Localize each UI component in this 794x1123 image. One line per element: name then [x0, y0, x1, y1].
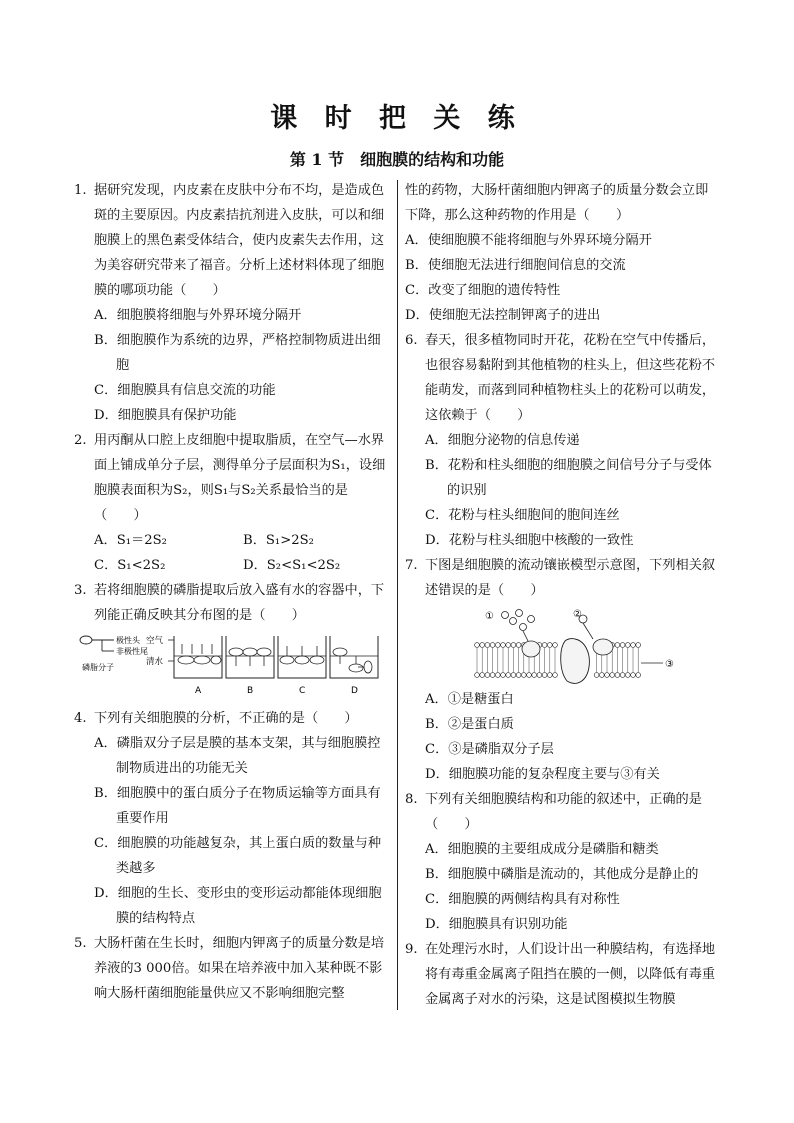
option-b: B．②是蛋白质 [425, 717, 514, 732]
option-d: D．细胞膜具有保护功能 [94, 408, 237, 423]
phospholipid-figure [74, 634, 392, 698]
right-column [405, 178, 721, 1012]
phospholipid-head [506, 643, 511, 648]
phospholipid-head [521, 673, 526, 678]
question-6 [405, 328, 721, 553]
option-c: C．细胞膜的功能越复杂，其上蛋白质的数量与种类越多 [94, 836, 382, 876]
container-b [226, 636, 274, 678]
phospholipid-head [480, 643, 485, 648]
phospholipid-head [625, 673, 630, 678]
question-number: 1. [74, 183, 87, 198]
question-stem: 若将细胞膜的磷脂提取后放入盛有水的容器中，下列能正确反映其分布图的是（ ） [94, 583, 385, 623]
phospholipid-head [501, 673, 506, 678]
option-c: C．花粉与柱头细胞间的胞间连丝 [425, 508, 620, 523]
option-b: B．使细胞无法进行细胞间信息的交流 [405, 258, 626, 273]
phospholipid-head [501, 643, 506, 648]
legend-polar-head: 极性头 [116, 636, 140, 645]
phospholipid-head [610, 673, 615, 678]
left-column [74, 178, 392, 1006]
marker-3: ③ [665, 659, 674, 670]
legend-nonpolar-tail: 非极性尾 [116, 647, 148, 656]
option-a: A．①是糖蛋白 [425, 692, 514, 707]
phospholipid-head [516, 643, 521, 648]
phospholipid-head [490, 643, 495, 648]
phospholipid-head [537, 673, 542, 678]
phospholipid-head [605, 673, 610, 678]
phospholipid-head [636, 643, 641, 648]
phospholipid-head [620, 673, 625, 678]
option-a: A．细胞膜将细胞与外界环境分隔开 [94, 308, 302, 323]
option-c: C．改变了细胞的遗传特性 [405, 283, 561, 298]
marker-2: ② [573, 609, 582, 620]
question-number: 8. [405, 792, 418, 807]
phospholipid-head [475, 673, 480, 678]
question-2 [74, 428, 392, 578]
phospholipid-head [495, 673, 500, 678]
phospholipid-head [615, 673, 620, 678]
option-b: B．花粉和柱头细胞的细胞膜之间信号分子与受体的识别 [425, 458, 712, 498]
option-a: A．S₁＝2S₂ [94, 533, 167, 548]
page-title: 课 时 把 关 练 [270, 103, 524, 134]
option-a: A．细胞分泌物的信息传递 [425, 433, 580, 448]
option-a: A．磷脂双分子层是膜的基本支架，其与细胞膜控制物质进出的功能无关 [94, 736, 381, 776]
option-d: D．使细胞无法控制钾离子的进出 [405, 308, 601, 323]
question-1 [74, 178, 392, 428]
phospholipid-head [553, 673, 558, 678]
option-d: D．细胞膜具有识别功能 [425, 917, 568, 932]
phospholipid-head [506, 673, 511, 678]
phospholipid-diagram [74, 634, 392, 698]
question-stem: 下列有关细胞膜的分析，不正确的是（ ） [94, 711, 358, 726]
option-d: D．细胞膜功能的复杂程度主要与③有关 [425, 767, 660, 782]
question-stem: 春天，很多植物同时开花，花粉在空气中传播后，也很容易黏附到其他植物的柱头上，但这些花粉不能萌发，而落到同种植物柱头上的花粉可以萌发，这依赖于（ ） [425, 333, 716, 423]
question-number: 5. [74, 936, 87, 951]
phospholipid-head [594, 673, 599, 678]
phospholipid-head [615, 643, 620, 648]
phospholipid-head [553, 643, 558, 648]
label-c: C [299, 686, 306, 696]
phospholipid-head [625, 643, 630, 648]
option-c: C．S₁<2S₂ [94, 558, 166, 573]
question-stem-continued: 性的药物，大肠杆菌细胞内钾离子的质量分数会立即下降，那么这种药物的作用是（ ） [405, 183, 709, 223]
phospholipid-head [485, 643, 490, 648]
phospholipid-head [547, 643, 552, 648]
phospholipid-head [475, 643, 480, 648]
glycoprotein [502, 610, 541, 658]
column-divider [397, 180, 398, 1010]
phospholipid-head [542, 643, 547, 648]
phospholipid-head [490, 673, 495, 678]
question-number: 4. [74, 711, 87, 726]
container-d [330, 636, 378, 678]
label-a: A [195, 686, 202, 696]
option-c: C．细胞膜的两侧结构具有对称性 [425, 892, 620, 907]
phospholipid-head [480, 673, 485, 678]
question-number: 7. [405, 558, 418, 573]
question-stem: 下列有关细胞膜结构和功能的叙述中，正确的是（ ） [425, 792, 702, 832]
question-number: 3. [74, 583, 87, 598]
phospholipid-head [631, 673, 636, 678]
phospholipid-bilayer [475, 643, 641, 678]
phospholipid-head [527, 673, 532, 678]
label-b: B [247, 686, 254, 696]
question-stem: 据研究发现，内皮素在皮肤中分布不均，是造成色斑的主要原因。内皮素拮抗剂进入皮肤，可以和细胞膜上的黑色素受体结合，使内皮素失去作用，这为美容研究带来了福音。分析上述材料体现了细胞膜的哪项功能（ ） [94, 183, 385, 298]
option-a: A．使细胞膜不能将细胞与外界环境分隔开 [405, 233, 652, 248]
question-number: 6. [405, 333, 418, 348]
question-5-continued [405, 178, 721, 328]
section-subtitle: 第 1 节 细胞膜的结构和功能 [289, 150, 505, 169]
question-5 [74, 931, 392, 1006]
question-stem: 在处理污水时，人们设计出一种膜结构，有选择地将有毒重金属离子阻挡在膜的一侧，以降低有毒重金属离子对水的污染，这是试图模拟生物膜 [425, 942, 716, 1007]
phospholipid-head [511, 643, 516, 648]
phospholipid-head [631, 643, 636, 648]
question-4 [74, 706, 392, 931]
option-d: D．花粉与柱头细胞中核酸的一致性 [425, 533, 634, 548]
phospholipid-head [511, 673, 516, 678]
option-b: B．细胞膜中的蛋白质分子在物质运输等方面具有重要作用 [94, 786, 381, 826]
phospholipid-head [485, 673, 490, 678]
question-number: 9. [405, 942, 418, 957]
option-b: B．S₁>2S₂ [243, 533, 314, 548]
phospholipid-head [636, 673, 641, 678]
phospholipid-head [599, 673, 604, 678]
option-c: C．③是磷脂双分子层 [425, 742, 554, 757]
question-number: 2. [74, 433, 87, 448]
question-stem: 下图是细胞膜的流动镶嵌模型示意图，下列相关叙述错误的是（ ） [425, 558, 716, 598]
option-d: D．S₂<S₁<2S₂ [243, 558, 341, 573]
question-stem: 用丙酮从口腔上皮细胞中提取脂质，在空气—水界面上铺成单分子层，测得单分子层面积为S₁，设细胞膜表面积为S₂，则S₁与S₂关系最恰当的是（ ） [94, 433, 386, 523]
transmembrane-protein [561, 639, 590, 684]
label-water: 清水 [146, 657, 164, 667]
question-9 [405, 937, 721, 1012]
phospholipid-head [495, 643, 500, 648]
container-a [174, 636, 222, 678]
question-8 [405, 787, 721, 937]
option-a: A．细胞膜的主要组成成分是磷脂和糖类 [425, 842, 659, 857]
fluid-mosaic-diagram [405, 605, 721, 685]
container-c [278, 636, 326, 678]
label-d: D [351, 686, 358, 696]
option-c: C．细胞膜具有信息交流的功能 [94, 383, 276, 398]
option-b: B．细胞膜中磷脂是流动的，其他成分是静止的 [425, 867, 699, 882]
phospholipid-head [516, 673, 521, 678]
membrane-figure [405, 605, 721, 685]
marker-1: ① [485, 611, 494, 622]
option-d: D．细胞的生长、变形虫的变形运动都能体现细胞膜的结构特点 [94, 886, 382, 926]
phospholipid-head [542, 673, 547, 678]
question-3 [74, 578, 392, 698]
phospholipid-head [532, 673, 537, 678]
phospholipid-head [620, 643, 625, 648]
option-b: B．细胞膜作为系统的边界，严格控制物质进出细胞 [94, 333, 381, 373]
phospholipid-head [547, 673, 552, 678]
label-air: 空气 [146, 636, 164, 646]
question-7 [405, 553, 721, 787]
question-stem: 大肠杆菌在生长时，细胞内钾离子的质量分数是培养液的3 000倍。如果在培养液中加入某种既不影响大肠杆菌细胞能量供应又不影响细胞完整 [94, 936, 385, 1001]
legend-phospholipid: 磷脂分子 [82, 663, 114, 672]
